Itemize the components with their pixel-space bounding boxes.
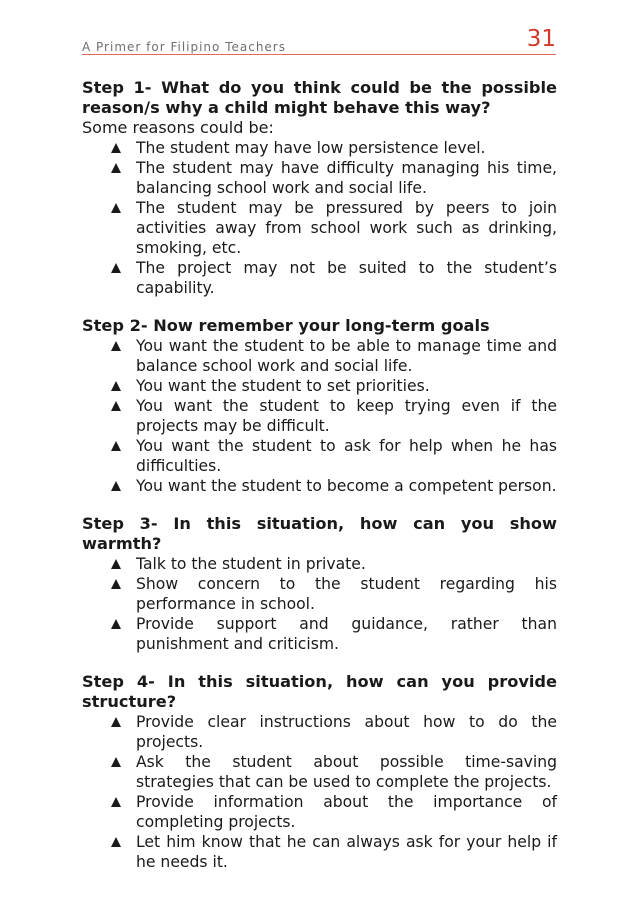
step-2-section bbox=[82, 316, 557, 496]
step-heading: Step 3- In this situation, how can you show warmth? bbox=[82, 514, 557, 553]
page-header bbox=[82, 28, 556, 55]
triangle-bullet-icon bbox=[111, 481, 121, 491]
list-item bbox=[82, 158, 557, 198]
list-item-text: Ask the student about possible time-saving strategies that can be used to complete the projects. bbox=[136, 753, 557, 791]
list-item-text: The student may be pressured by peers to join activities away from school work such as drinking, smoking, etc. bbox=[136, 199, 557, 257]
list-item bbox=[82, 792, 557, 832]
page-content bbox=[82, 78, 557, 890]
triangle-bullet-icon bbox=[111, 559, 121, 569]
list-item-text: You want the student to keep trying even if the projects may be difficult. bbox=[136, 397, 557, 435]
step-heading: Step 1- What do you think could be the possible reason/s why a child might behave this way? bbox=[82, 78, 557, 117]
page-number: 31 bbox=[526, 26, 556, 52]
triangle-bullet-icon bbox=[111, 717, 121, 727]
list-item-text: The project may not be suited to the student’s capability. bbox=[136, 259, 557, 297]
triangle-bullet-icon bbox=[111, 579, 121, 589]
list-item-text: Provide information about the importance of completing projects. bbox=[136, 793, 557, 831]
triangle-bullet-icon bbox=[111, 797, 121, 807]
list-item bbox=[82, 554, 557, 574]
triangle-bullet-icon bbox=[111, 263, 121, 273]
list-item bbox=[82, 832, 557, 872]
list-item-text: Talk to the student in private. bbox=[136, 555, 366, 573]
list-item bbox=[82, 376, 557, 396]
list-item-text: You want the student to be able to manage time and balance school work and social life. bbox=[136, 337, 557, 375]
step-heading: Step 4- In this situation, how can you provide structure? bbox=[82, 672, 557, 711]
list-item bbox=[82, 138, 557, 158]
list-item bbox=[82, 476, 557, 496]
running-title: A Primer for Filipino Teachers bbox=[82, 40, 286, 54]
triangle-bullet-icon bbox=[111, 381, 121, 391]
step-heading: Step 2- Now remember your long-term goals bbox=[82, 316, 490, 335]
bullet-list bbox=[82, 138, 557, 298]
list-item bbox=[82, 614, 557, 654]
list-item-text: You want the student to ask for help when he has difficulties. bbox=[136, 437, 557, 475]
bullet-list bbox=[82, 554, 557, 654]
list-item bbox=[82, 436, 557, 476]
step-1-section bbox=[82, 78, 557, 298]
list-item-text: Provide support and guidance, rather than punishment and criticism. bbox=[136, 615, 557, 653]
list-item-text: The student may have difficulty managing his time, balancing school work and social life. bbox=[136, 159, 557, 197]
list-item-text: Let him know that he can always ask for your help if he needs it. bbox=[136, 833, 557, 871]
list-item bbox=[82, 574, 557, 614]
step-4-section bbox=[82, 672, 557, 872]
list-item-text: Show concern to the student regarding his performance in school. bbox=[136, 575, 557, 613]
step-3-section bbox=[82, 514, 557, 654]
list-item bbox=[82, 336, 557, 376]
triangle-bullet-icon bbox=[111, 401, 121, 411]
list-item bbox=[82, 396, 557, 436]
bullet-list bbox=[82, 336, 557, 496]
bullet-list bbox=[82, 712, 557, 872]
triangle-bullet-icon bbox=[111, 163, 121, 173]
triangle-bullet-icon bbox=[111, 619, 121, 629]
list-item-text: You want the student to become a competent person. bbox=[136, 477, 557, 495]
step-intro: Some reasons could be: bbox=[82, 118, 274, 137]
list-item-text: Provide clear instructions about how to do the projects. bbox=[136, 713, 557, 751]
list-item bbox=[82, 198, 557, 258]
triangle-bullet-icon bbox=[111, 203, 121, 213]
list-item bbox=[82, 712, 557, 752]
triangle-bullet-icon bbox=[111, 143, 121, 153]
triangle-bullet-icon bbox=[111, 837, 121, 847]
list-item bbox=[82, 752, 557, 792]
triangle-bullet-icon bbox=[111, 757, 121, 767]
list-item-text: You want the student to set priorities. bbox=[136, 377, 430, 395]
list-item bbox=[82, 258, 557, 298]
triangle-bullet-icon bbox=[111, 341, 121, 351]
list-item-text: The student may have low persistence level. bbox=[136, 139, 486, 157]
triangle-bullet-icon bbox=[111, 441, 121, 451]
